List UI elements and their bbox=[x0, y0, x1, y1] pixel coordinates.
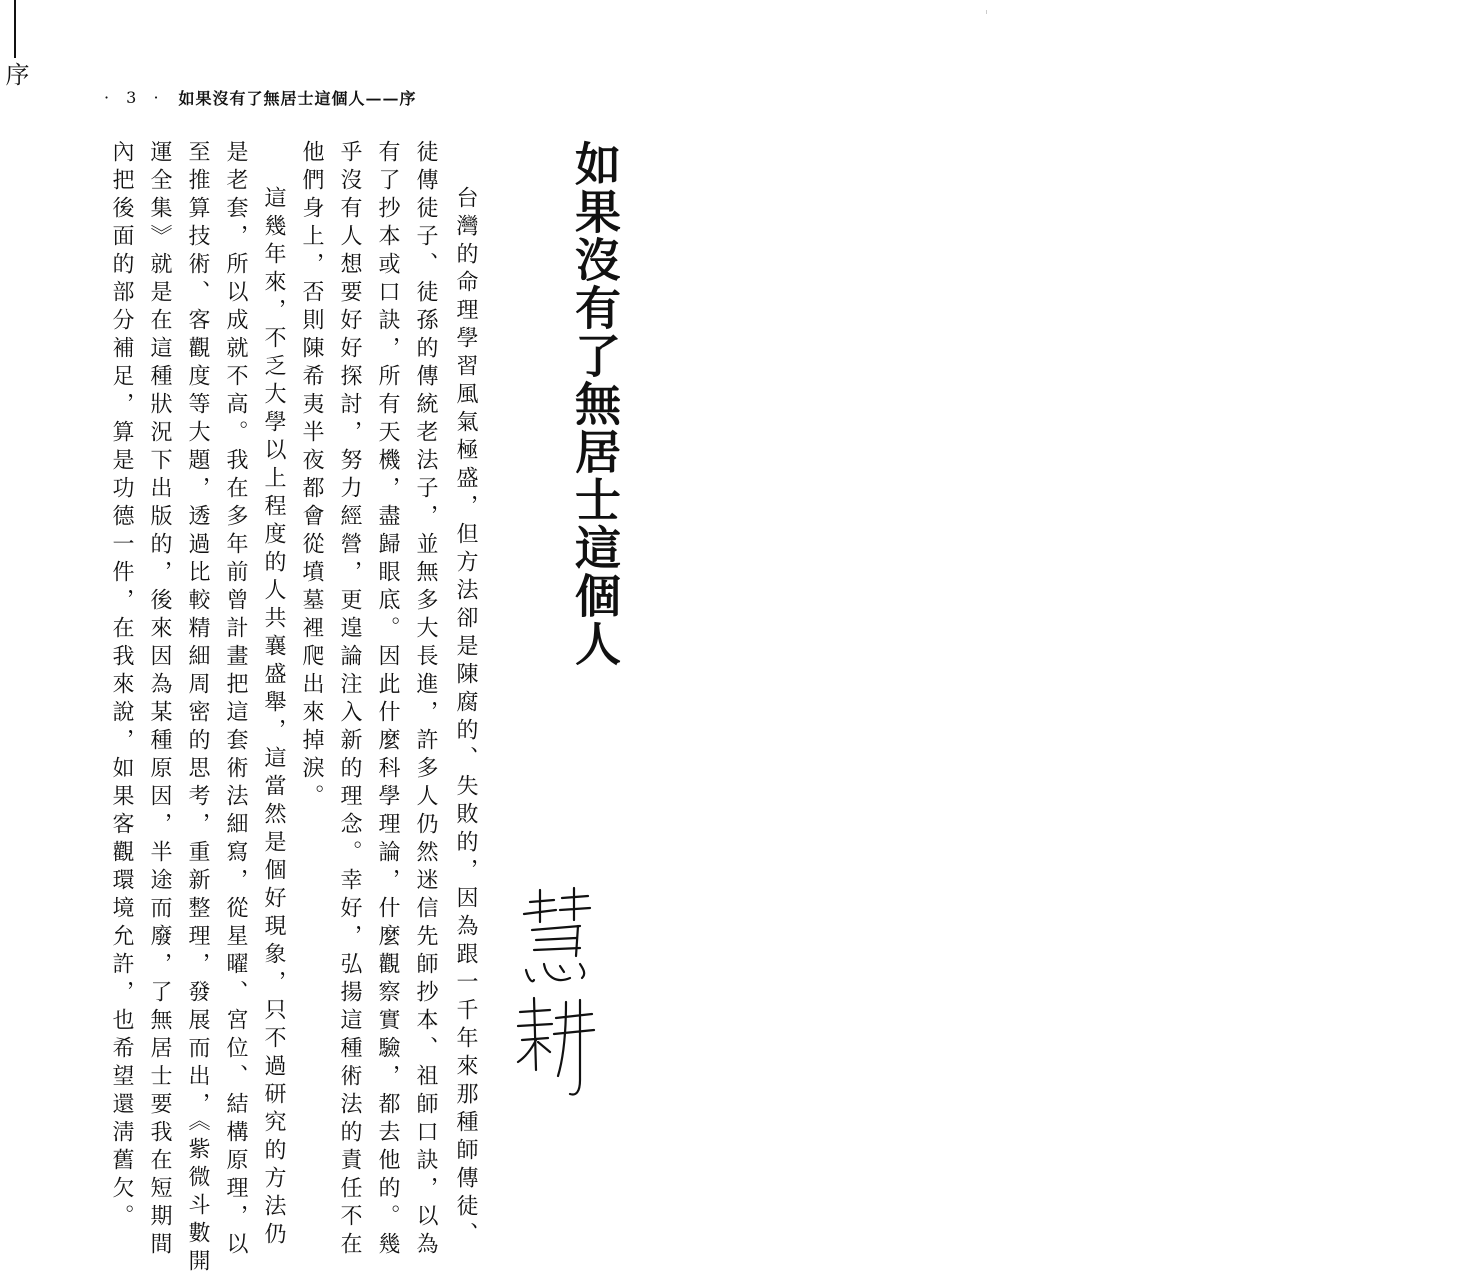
subtitle-text: 序 bbox=[1, 62, 29, 86]
handwritten-signature bbox=[510, 880, 600, 1100]
body-column-3: 有了抄本或口訣，所有天機，盡歸眼底。因此什麼科學理論，什麼觀察實驗，都去他的。幾 bbox=[375, 140, 400, 1260]
subtitle-dash bbox=[14, 0, 16, 58]
body-column-8: 至推算技術、客觀度等大題，透過比較精細周密的思考，重新整理，發展而出，《紫微斗數開 bbox=[185, 140, 210, 1277]
body-column-2: 徒傳徒子、徒孫的傳統老法子，並無多大長進，許多人仍然迷信先師抄本、祖師口訣，以為 bbox=[413, 140, 438, 1260]
body-column-4: 乎沒有人想要好好探討，努力經營，更遑論注入新的理念。幸好，弘揚這種術法的責任不在 bbox=[337, 140, 362, 1260]
running-header bbox=[104, 86, 417, 109]
running-title: 如果沒有了無居士這個人——序 bbox=[178, 89, 417, 108]
body-column-9: 運全集》就是在這種狀況下出版的，後來因為某種原因，半途而廢，了無居士要我在短期間 bbox=[147, 140, 172, 1260]
page-number: · 3 · bbox=[104, 88, 165, 107]
chapter-subtitle bbox=[0, 0, 1484, 86]
chapter-title: 如果沒有了無居士這個人 bbox=[568, 140, 622, 668]
body-column-1: 台灣的命理學習風氣極盛，但方法卻是陳腐的、失敗的，因為跟一千年來那種師傳徒、 bbox=[453, 186, 478, 1250]
body-column-7: 是老套，所以成就不高。我在多年前曾計畫把這套術法細寫，從星曜、宮位、結構原理，以 bbox=[223, 140, 248, 1260]
scan-mark bbox=[986, 10, 987, 14]
body-column-6: 這幾年來，不乏大學以上程度的人共襄盛舉，這當然是個好現象，只不過研究的方法仍 bbox=[261, 186, 286, 1250]
body-column-5: 他們身上，否則陳希夷半夜都會從墳墓裡爬出來掉淚。 bbox=[299, 140, 324, 812]
body-column-10: 內把後面的部分補足，算是功德一件，在我來說，如果客觀環境允許，也希望還淸舊欠。 bbox=[109, 140, 134, 1232]
